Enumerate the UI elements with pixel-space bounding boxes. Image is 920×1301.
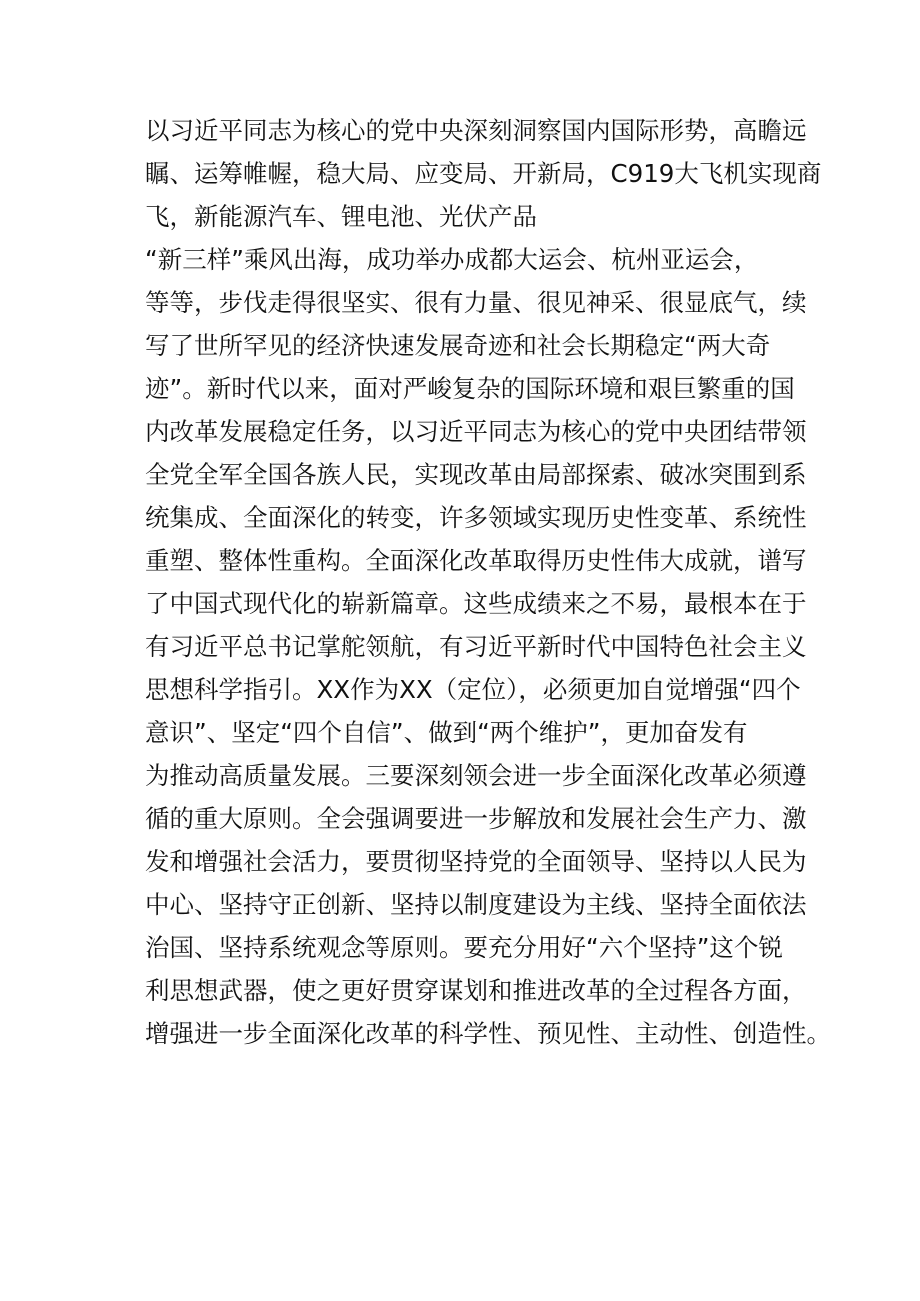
text-line-10: 统集成、全面深化的转变，许多领域实现历史性变革、系统性 bbox=[145, 503, 807, 532]
text-line-19: 中心、坚持守正创新、坚持以制度建设为主线、坚持全面依法 bbox=[145, 890, 807, 919]
text-line-11: 重塑、整体性重构。全面深化改革取得历史性伟大成就，谱写 bbox=[145, 546, 807, 575]
text-line-12: 了中国式现代化的崭新篇章。这些成绩来之不易，最根本在于 bbox=[145, 589, 807, 618]
text-line-9: 全党全军全国各族人民，实现改革由局部探索、破冰突围到系 bbox=[145, 460, 807, 489]
text-line-5: 等等，步伐走得很坚实、很有力量、很见神采、很显底气，续 bbox=[145, 288, 807, 317]
text-line-4: “新三样”乘风出海，成功举办成都大运会、杭州亚运会， bbox=[145, 245, 759, 274]
text-line-1: 以习近平同志为核心的党中央深刻洞察国内国际形势，高瞻远 bbox=[145, 116, 807, 145]
text-line-15: 意识”、坚定“四个自信”、做到“两个维护”，更加奋发有 bbox=[145, 718, 748, 747]
text-line-7: 迹”。新时代以来，面对严峻复杂的国际环境和艰巨繁重的国 bbox=[145, 374, 795, 403]
text-line-22: 增强进一步全面深化改革的科学性、预见性、主动性、创造性。 bbox=[145, 1019, 831, 1048]
text-line-16: 为推动高质量发展。三要深刻领会进一步全面深化改革必须遵 bbox=[145, 761, 807, 790]
text-line-2: 瞩、运筹帷幄，稳大局、应变局、开新局，C919大飞机实现商 bbox=[145, 159, 822, 188]
text-line-17: 循的重大原则。全会强调要进一步解放和发展社会生产力、激 bbox=[145, 804, 807, 833]
text-line-6: 写了世所罕见的经济快速发展奇迹和社会长期稳定“两大奇 bbox=[145, 331, 771, 360]
text-line-20: 治国、坚持系统观念等原则。要充分用好“六个坚持”这个锐 bbox=[145, 933, 783, 962]
text-line-3: 飞，新能源汽车、锂电池、光伏产品 bbox=[145, 202, 537, 231]
text-line-13: 有习近平总书记掌舵领航，有习近平新时代中国特色社会主义 bbox=[145, 632, 807, 661]
text-line-14: 思想科学指引。XX作为XX（定位），必须更加自觉增强“四个 bbox=[145, 675, 801, 704]
text-line-18: 发和增强社会活力，要贯彻坚持党的全面领导、坚持以人民为 bbox=[145, 847, 807, 876]
text-line-21: 利思想武器，使之更好贯穿谋划和推进改革的全过程各方面， bbox=[145, 976, 807, 1005]
text-line-8: 内改革发展稳定任务，以习近平同志为核心的党中央团结带领 bbox=[145, 417, 807, 446]
